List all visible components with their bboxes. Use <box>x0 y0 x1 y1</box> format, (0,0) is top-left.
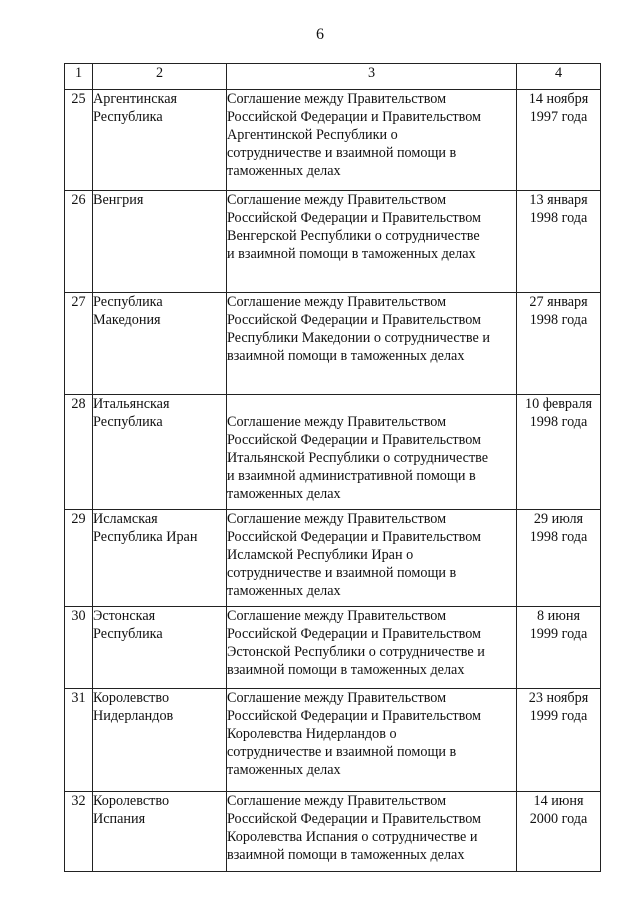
column-header-2: 2 <box>93 64 227 90</box>
column-header-1: 1 <box>65 64 93 90</box>
country-cell: Итальянская Республика <box>93 395 227 510</box>
signing-date-cell: 14 ноября 1997 года <box>517 90 601 191</box>
country-cell: Эстонская Республика <box>93 607 227 689</box>
agreement-title-cell: Соглашение между Правительством Российской Федерации и Правительством Исламской Республики Иран о сотрудничестве и взаимной помощи в таможенных делах <box>227 510 517 607</box>
agreement-title-cell: Соглашение между Правительством Российской Федерации и Правительством Аргентинской Республики о сотрудничестве и взаимной помощи в таможенных делах <box>227 90 517 191</box>
country-cell: Королевство Испания <box>93 792 227 872</box>
agreement-title-cell: Соглашение между Правительством Российской Федерации и Правительством Королевства Испания о сотрудничестве и взаимной помощи в таможенных делах <box>227 792 517 872</box>
table-row <box>65 293 601 395</box>
agreement-title-cell: Соглашение между Правительством Российской Федерации и Правительством Эстонской Республики о сотрудничестве и взаимной помощи в таможенных делах <box>227 607 517 689</box>
agreement-title-cell: Соглашение между Правительством Российской Федерации и Правительством Республики Македонии о сотрудничестве и взаимной помощи в таможенных делах <box>227 293 517 395</box>
row-number: 32 <box>65 792 93 872</box>
agreement-title-cell: Соглашение между Правительством Российской Федерации и Правительством Итальянской Республики о сотрудничестве и взаимной административной помощи в таможенных делах <box>227 395 517 510</box>
signing-date-cell: 14 июня 2000 года <box>517 792 601 872</box>
country-cell: Венгрия <box>93 191 227 293</box>
table-row <box>65 90 601 191</box>
table-row <box>65 395 601 510</box>
table-row <box>65 607 601 689</box>
country-cell: Аргентинская Республика <box>93 90 227 191</box>
row-number: 29 <box>65 510 93 607</box>
table-row <box>65 689 601 792</box>
row-number: 30 <box>65 607 93 689</box>
signing-date-cell: 10 февраля 1998 года <box>517 395 601 510</box>
row-number: 31 <box>65 689 93 792</box>
country-cell: Исламская Республика Иран <box>93 510 227 607</box>
signing-date-cell: 29 июля 1998 года <box>517 510 601 607</box>
column-header-3: 3 <box>227 64 517 90</box>
row-number: 26 <box>65 191 93 293</box>
row-number: 27 <box>65 293 93 395</box>
country-cell: Республика Македония <box>93 293 227 395</box>
table-row <box>65 792 601 872</box>
treaties-table <box>64 63 601 872</box>
signing-date-cell: 8 июня 1999 года <box>517 607 601 689</box>
agreement-title-cell: Соглашение между Правительством Российской Федерации и Правительством Венгерской Республики о сотрудничестве и взаимной помощи в таможенных делах <box>227 191 517 293</box>
signing-date-cell: 13 января 1998 года <box>517 191 601 293</box>
table-row <box>65 510 601 607</box>
agreement-title-cell: Соглашение между Правительством Российской Федерации и Правительством Королевства Нидерландов о сотрудничестве и взаимной помощи в таможенных делах <box>227 689 517 792</box>
row-number: 25 <box>65 90 93 191</box>
table-header-row <box>65 64 601 90</box>
page-number: 6 <box>316 26 324 43</box>
country-cell: Королевство Нидерландов <box>93 689 227 792</box>
row-number: 28 <box>65 395 93 510</box>
signing-date-cell: 23 ноября 1999 года <box>517 689 601 792</box>
table-row <box>65 191 601 293</box>
signing-date-cell: 27 января 1998 года <box>517 293 601 395</box>
column-header-4: 4 <box>517 64 601 90</box>
